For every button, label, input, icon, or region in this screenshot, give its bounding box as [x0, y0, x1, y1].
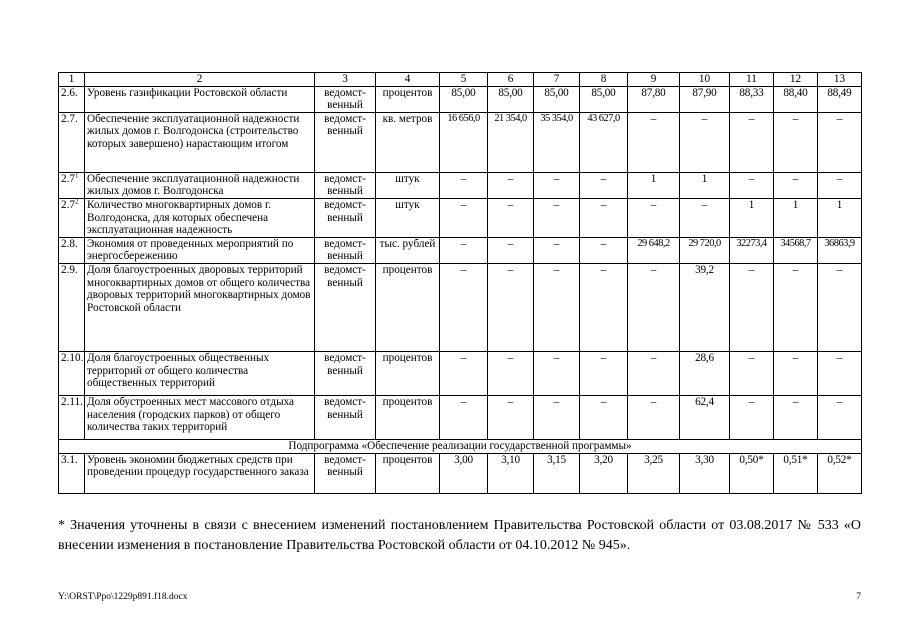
- row-number: [59, 453, 85, 493]
- value-cell: –: [628, 395, 680, 439]
- value-cell: –: [628, 263, 680, 351]
- value-cell: –: [534, 351, 580, 395]
- value-cell: 1: [730, 198, 774, 237]
- value-cell: –: [440, 198, 488, 237]
- value-cell: –: [628, 351, 680, 395]
- value-cell: –: [534, 237, 580, 263]
- table-row: [59, 172, 862, 198]
- value-cell: –: [628, 198, 680, 237]
- footnote-text: * Значения уточнены в связи с внесением изменений постановлением Правительства Ростовской области от 03.08.2017 № 533 «О внесении изменения в постановление Правительства Ростовской области от 04.10.2012 № 945».: [58, 518, 861, 553]
- indicator-unit: кв. метров: [376, 112, 440, 172]
- value-cell: –: [818, 172, 862, 198]
- row-number-text: 2.10.: [61, 351, 84, 364]
- value-cell: –: [488, 263, 534, 351]
- indicator-type: ведомст-венный: [315, 237, 376, 263]
- value-cell: –: [730, 263, 774, 351]
- indicator-unit: штук: [376, 172, 440, 198]
- table-row: [59, 198, 862, 237]
- header-cell: 1: [59, 73, 85, 87]
- value-cell: 35 354,0: [534, 112, 580, 172]
- value-cell: –: [580, 198, 628, 237]
- value-cell: 85,00: [534, 86, 580, 112]
- value-cell: 43 627,0: [580, 112, 628, 172]
- table-row: [59, 86, 862, 112]
- value-cell: –: [680, 198, 730, 237]
- value-cell: 85,00: [488, 86, 534, 112]
- value-cell: –: [774, 112, 818, 172]
- header-cell: 9: [628, 73, 680, 87]
- indicator-name: Уровень газификации Ростовской области: [85, 86, 315, 112]
- value-cell: 0,52*: [818, 453, 862, 493]
- value-cell: –: [774, 263, 818, 351]
- value-cell: 1: [628, 172, 680, 198]
- value-cell: 29 648,2: [628, 237, 680, 263]
- header-cell: 12: [774, 73, 818, 87]
- value-cell: –: [730, 395, 774, 439]
- value-cell: –: [440, 263, 488, 351]
- header-cell: 6: [488, 73, 534, 87]
- value-cell: 1: [818, 198, 862, 237]
- value-cell: –: [680, 112, 730, 172]
- value-cell: –: [580, 351, 628, 395]
- row-number-text: 3.1.: [61, 453, 78, 466]
- row-number-text: 2.6.: [61, 86, 78, 99]
- table-row: [59, 263, 862, 351]
- value-cell: 39,2: [680, 263, 730, 351]
- value-cell: 87,90: [680, 86, 730, 112]
- value-cell: –: [818, 263, 862, 351]
- value-cell: –: [774, 172, 818, 198]
- indicator-type: ведомст-венный: [315, 172, 376, 198]
- row-number-text: 2.8.: [61, 237, 78, 250]
- value-cell: –: [628, 112, 680, 172]
- header-cell: 7: [534, 73, 580, 87]
- value-cell: 32273,4: [730, 237, 774, 263]
- value-cell: 3,25: [628, 453, 680, 493]
- indicator-unit: процентов: [376, 263, 440, 351]
- value-cell: –: [440, 237, 488, 263]
- indicator-name: Уровень экономии бюджетных средств при проведении процедур государственного заказа: [85, 453, 315, 493]
- indicator-name: Количество многоквартирных домов г. Волгодонска, для которых обеспечена эксплуатационная надежность: [85, 198, 315, 237]
- value-cell: 3,30: [680, 453, 730, 493]
- value-cell: –: [818, 112, 862, 172]
- indicator-type: ведомст-венный: [315, 453, 376, 493]
- row-number: [59, 237, 85, 263]
- row-number: [59, 112, 85, 172]
- page-number: 7: [856, 592, 861, 602]
- value-cell: –: [488, 198, 534, 237]
- table-row: [59, 237, 862, 263]
- value-cell: 85,00: [580, 86, 628, 112]
- value-cell: 88,49: [818, 86, 862, 112]
- table-row: [59, 351, 862, 395]
- indicator-unit: штук: [376, 198, 440, 237]
- row-number: [59, 172, 85, 198]
- value-cell: 88,33: [730, 86, 774, 112]
- value-cell: –: [580, 237, 628, 263]
- indicator-name: Обеспечение эксплуатационной надежности жилых домов г. Волгодонска (строительство которых завершено) нарастающим итогом: [85, 112, 315, 172]
- value-cell: –: [774, 351, 818, 395]
- value-cell: –: [440, 351, 488, 395]
- indicator-unit: процентов: [376, 453, 440, 493]
- value-cell: –: [488, 237, 534, 263]
- value-cell: 29 720,0: [680, 237, 730, 263]
- value-cell: 87,80: [628, 86, 680, 112]
- value-cell: 62,4: [680, 395, 730, 439]
- table-row: [59, 453, 862, 493]
- value-cell: 0,50*: [730, 453, 774, 493]
- table-row: [59, 112, 862, 172]
- indicator-unit: тыс. рублей: [376, 237, 440, 263]
- value-cell: 36863,9: [818, 237, 862, 263]
- row-number-superscript: 2: [74, 198, 79, 206]
- value-cell: –: [580, 395, 628, 439]
- row-number-text: 2.7.: [61, 112, 78, 125]
- indicator-type: ведомст-венный: [315, 263, 376, 351]
- header-row: [59, 73, 862, 87]
- value-cell: 16 656,0: [440, 112, 488, 172]
- value-cell: –: [534, 172, 580, 198]
- indicator-name: Экономия от проведенных мероприятий по энергосбережению: [85, 237, 315, 263]
- row-number-text: 2.11.: [61, 395, 83, 408]
- value-cell: 3,10: [488, 453, 534, 493]
- header-cell: 5: [440, 73, 488, 87]
- header-cell: 2: [85, 73, 315, 87]
- row-number: [59, 351, 85, 395]
- value-cell: –: [580, 263, 628, 351]
- indicator-type: ведомст-венный: [315, 351, 376, 395]
- indicator-unit: процентов: [376, 86, 440, 112]
- value-cell: –: [534, 395, 580, 439]
- footnote: [58, 516, 861, 556]
- indicator-type: ведомст-венный: [315, 86, 376, 112]
- header-cell: 8: [580, 73, 628, 87]
- indicator-type: ведомст-венный: [315, 395, 376, 439]
- value-cell: 3,00: [440, 453, 488, 493]
- value-cell: 34568,7: [774, 237, 818, 263]
- value-cell: –: [488, 172, 534, 198]
- value-cell: –: [488, 351, 534, 395]
- header-cell: 13: [818, 73, 862, 87]
- subprogram-title: Подпрограмма «Обеспечение реализации государственной программы»: [59, 439, 862, 453]
- value-cell: –: [730, 351, 774, 395]
- row-number: [59, 198, 85, 237]
- value-cell: –: [534, 198, 580, 237]
- row-number-superscript: 1: [74, 172, 79, 180]
- row-number: [59, 263, 85, 351]
- table-row: [59, 395, 862, 439]
- value-cell: –: [440, 395, 488, 439]
- value-cell: –: [730, 172, 774, 198]
- value-cell: –: [440, 172, 488, 198]
- value-cell: 3,15: [534, 453, 580, 493]
- header-cell: 10: [680, 73, 730, 87]
- header-cell: 11: [730, 73, 774, 87]
- file-path: Y:\ORST\Ppo\1229p891.f18.docx: [58, 592, 188, 602]
- value-cell: –: [488, 395, 534, 439]
- row-number-text: 2.7: [61, 172, 75, 185]
- indicator-name: Доля обустроенных мест массового отдыха населения (городских парков) от общего количества таких территорий: [85, 395, 315, 439]
- value-cell: –: [730, 112, 774, 172]
- header-cell: 3: [315, 73, 376, 87]
- indicator-type: ведомст-венный: [315, 112, 376, 172]
- indicator-unit: процентов: [376, 351, 440, 395]
- indicator-name: Обеспечение эксплуатационной надежности жилых домов г. Волгодонска: [85, 172, 315, 198]
- indicator-unit: процентов: [376, 395, 440, 439]
- value-cell: 0,51*: [774, 453, 818, 493]
- row-number-text: 2.7: [61, 198, 75, 211]
- row-number: [59, 86, 85, 112]
- indicator-type: ведомст-венный: [315, 198, 376, 237]
- value-cell: –: [534, 263, 580, 351]
- subprogram-row: [59, 439, 862, 453]
- header-cell: 4: [376, 73, 440, 87]
- indicators-table: [58, 72, 862, 494]
- value-cell: 88,40: [774, 86, 818, 112]
- value-cell: 21 354,0: [488, 112, 534, 172]
- value-cell: –: [580, 172, 628, 198]
- value-cell: 85,00: [440, 86, 488, 112]
- indicator-name: Доля благоустроенных общественных территорий от общего количества общественных территорий: [85, 351, 315, 395]
- value-cell: 1: [680, 172, 730, 198]
- value-cell: 1: [774, 198, 818, 237]
- value-cell: 28,6: [680, 351, 730, 395]
- value-cell: –: [818, 351, 862, 395]
- value-cell: –: [818, 395, 862, 439]
- row-number-text: 2.9.: [61, 263, 78, 276]
- value-cell: 3,20: [580, 453, 628, 493]
- value-cell: –: [774, 395, 818, 439]
- indicator-name: Доля благоустроенных дворовых территорий многоквартирных домов от общего количества дворовых территорий многоквартирных домов Ростовской области: [85, 263, 315, 351]
- row-number: [59, 395, 85, 439]
